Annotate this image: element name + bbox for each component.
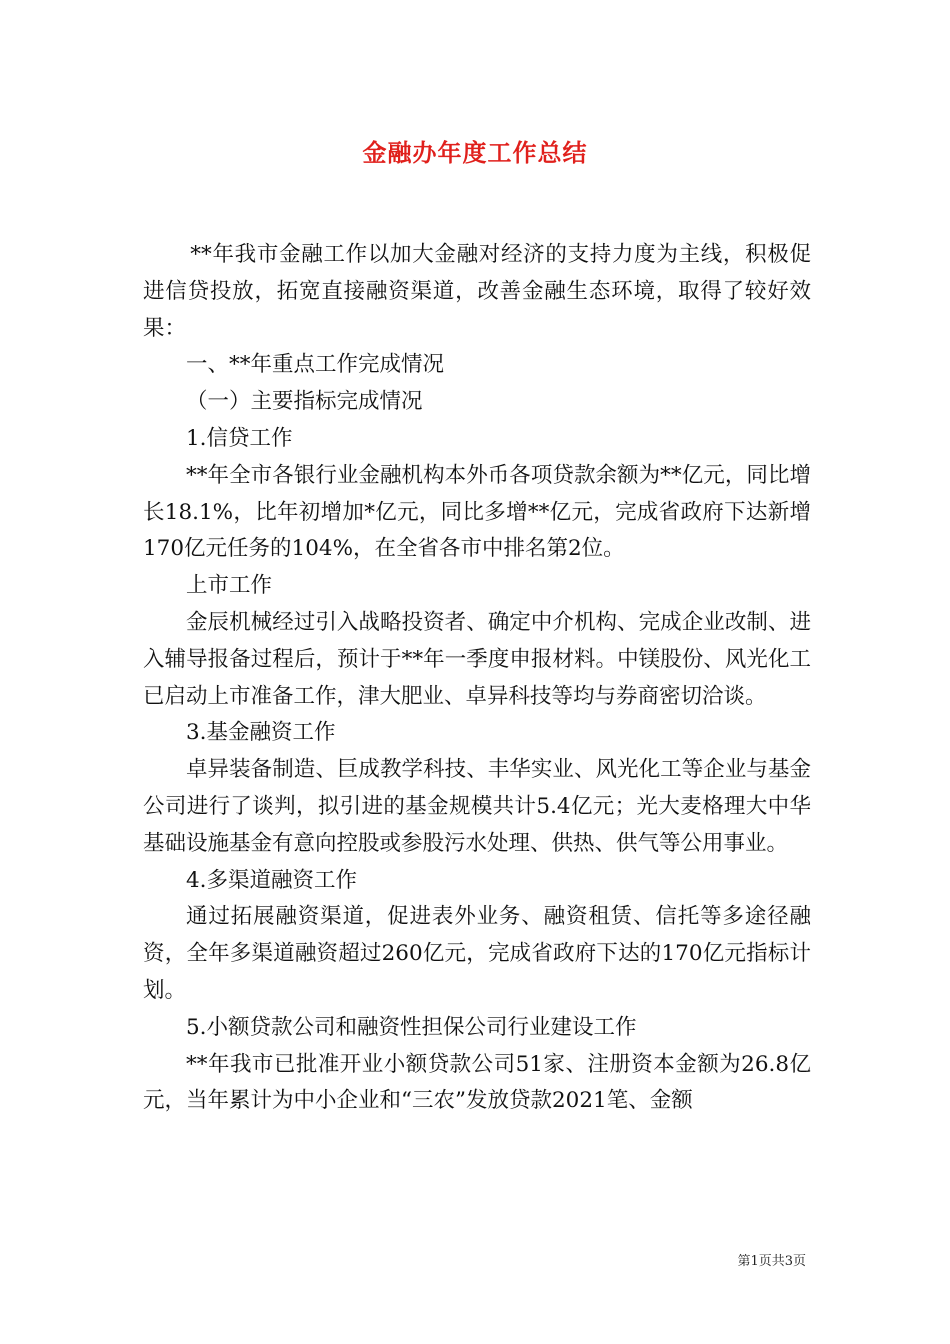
item-heading-multichannel: 4.多渠道融资工作 xyxy=(186,867,358,893)
multichannel-paragraph: 通过拓展融资渠道，促进表外业务、融资租赁、信托等多途径融资，全年多渠道融资超过260亿元，完成省政府下达的170亿元指标计划。 xyxy=(143,904,811,1003)
subsection-heading: （一）主要指标完成情况 xyxy=(186,389,423,415)
item-heading-credit: 1.信贷工作 xyxy=(186,425,293,451)
credit-paragraph: **年全市各银行业金融机构本外币各项贷款余额为**亿元，同比增长18.1%，比年初增加*亿元，同比多增**亿元，完成省政府下达新增170亿元任务的104%，在全省各市中排名第2位。 xyxy=(143,462,811,562)
section-heading: 一、**年重点工作完成情况 xyxy=(186,352,445,378)
item-heading-microloan: 5.小额贷款公司和融资性担保公司行业建设工作 xyxy=(186,1014,637,1040)
microloan-paragraph: **年我市已批准开业小额贷款公司51家、注册资本金额为26.8亿元，当年累计为中小企业和“三农”发放贷款2021笔、金额 xyxy=(143,1051,811,1114)
page-number: 第1页共3页 xyxy=(737,1254,806,1269)
intro-paragraph: **年我市金融工作以加大金融对经济的支持力度为主线，积极促进信贷投放，拓宽直接融资渠道，改善金融生态环境，取得了较好效果： xyxy=(143,242,811,341)
item-heading-fund: 3.基金融资工作 xyxy=(186,720,336,746)
document-body xyxy=(143,237,811,1120)
item-heading-listing: 上市工作 xyxy=(186,573,273,599)
document-title: 金融办年度工作总结 xyxy=(362,138,588,167)
listing-paragraph: 金辰机械经过引入战略投资者、确定中介机构、完成企业改制、进入辅导报备过程后，预计于**年一季度申报材料。中镁股份、风光化工已启动上市准备工作，津大肥业、卓异科技等均与券商密切洽谈。 xyxy=(143,609,811,709)
fund-paragraph: 卓异装备制造、巨成教学科技、丰华实业、风光化工等企业与基金公司进行了谈判，拟引进的基金规模共计5.4亿元；光大麦格理大中华基础设施基金有意向控股或参股污水处理、供热、供气等公用事业。 xyxy=(143,757,811,856)
